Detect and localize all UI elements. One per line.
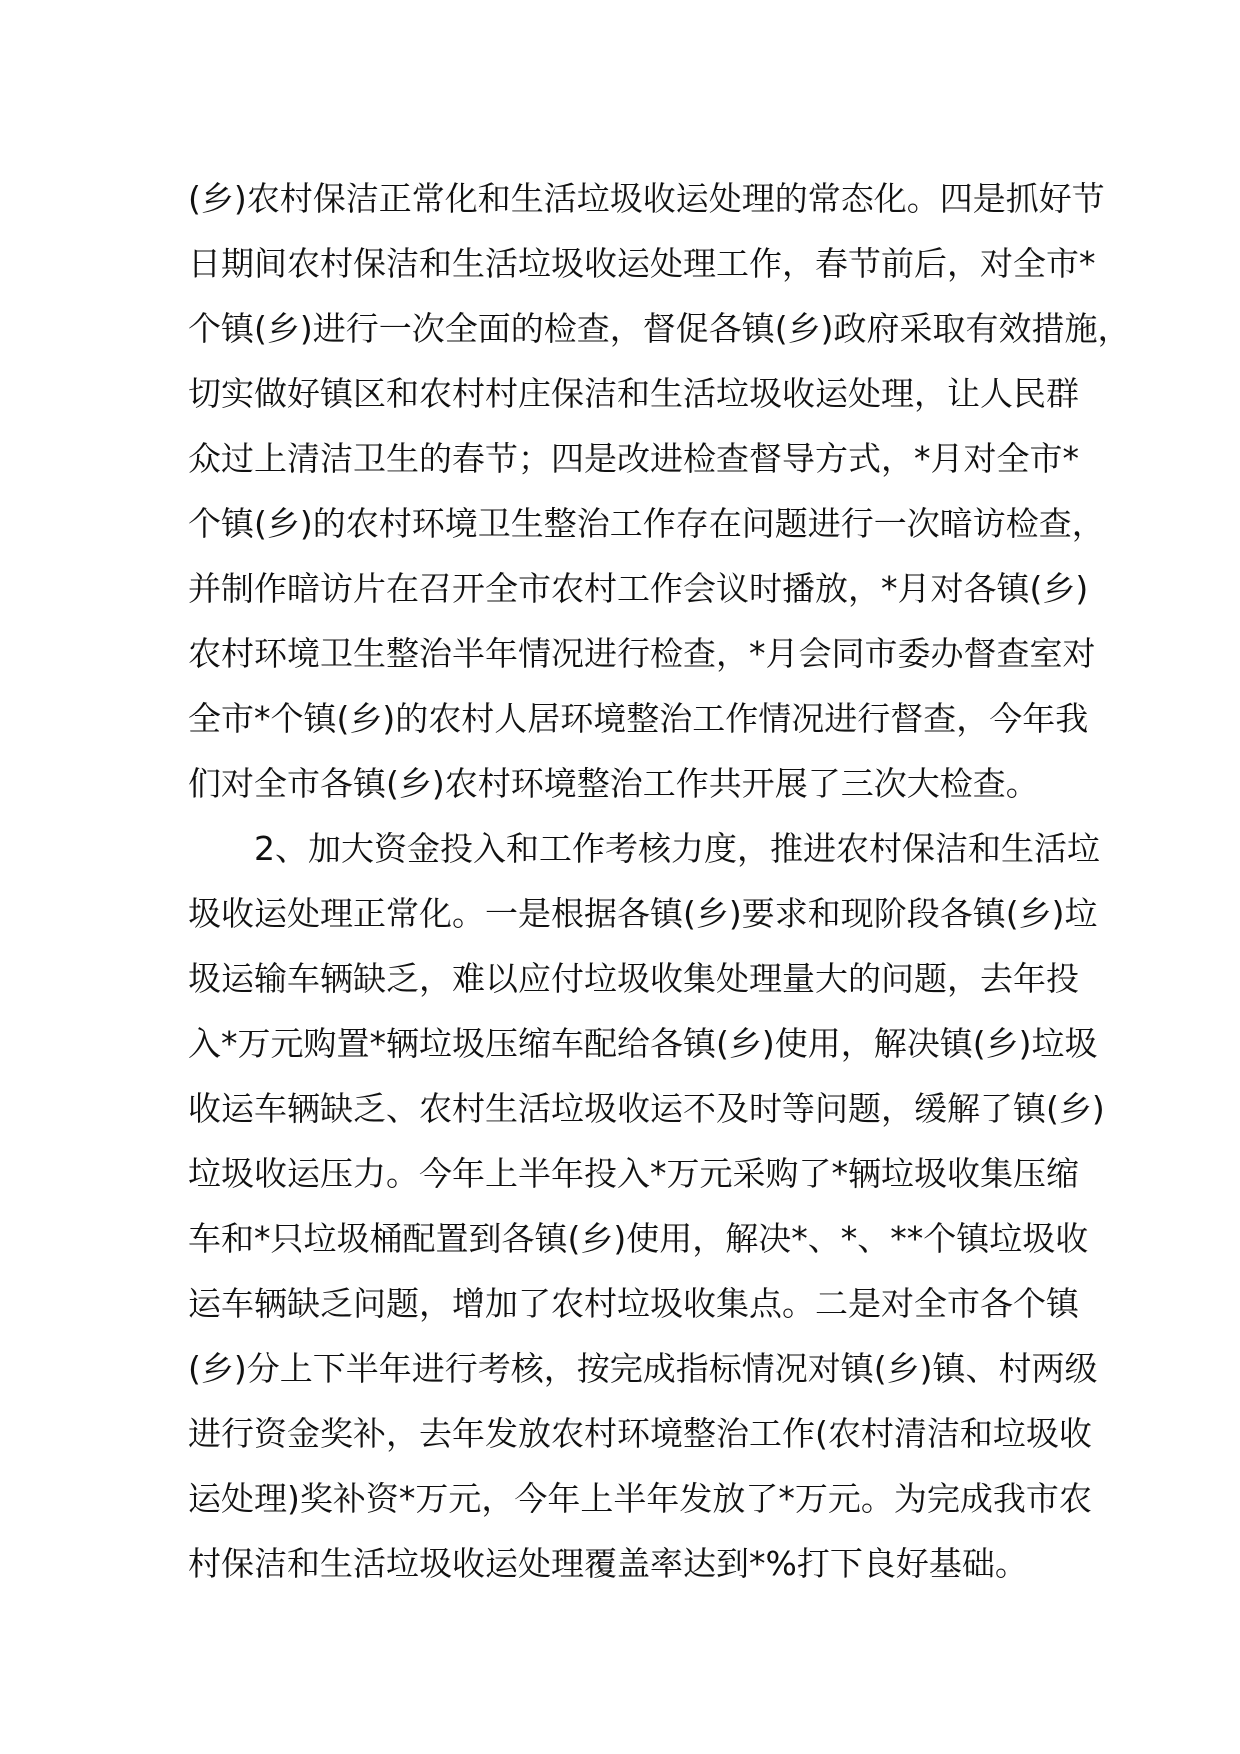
paragraph-line: (乡)农村保洁正常化和生活垃圾收运处理的常态化。四是抓好节 xyxy=(188,179,1105,218)
paragraph-line: 农村环境卫生整治半年情况进行检查，*月会同市委办督查室对 xyxy=(188,634,1096,673)
document-body xyxy=(188,166,1131,1596)
paragraph-line: 并制作暗访片在召开全市农村工作会议时播放，*月对各镇(乡) xyxy=(188,569,1089,608)
paragraph-line: 切实做好镇区和农村村庄保洁和生活垃圾收运处理，让人民群 xyxy=(188,374,1079,413)
paragraph-line: 们对全市各镇(乡)农村环境整治工作共开展了三次大检查。 xyxy=(188,764,1039,803)
paragraph-2 xyxy=(188,816,1105,1596)
paragraph-line: 收运车辆缺乏、农村生活垃圾收运不及时等问题，缓解了镇(乡) xyxy=(188,1089,1105,1128)
paragraph-line: (乡)分上下半年进行考核，按完成指标情况对镇(乡)镇、村两级 xyxy=(188,1349,1098,1388)
paragraph-line: 入*万元购置*辆垃圾压缩车配给各镇(乡)使用，解决镇(乡)垃圾 xyxy=(188,1024,1098,1063)
paragraph-line: 众过上清洁卫生的春节；四是改进检查督导方式，*月对全市* xyxy=(188,439,1079,478)
paragraph-line: 进行资金奖补，去年发放农村环境整治工作(农村清洁和垃圾收 xyxy=(188,1414,1092,1453)
paragraph-line: 村保洁和生活垃圾收运处理覆盖率达到*%打下良好基础。 xyxy=(188,1544,1028,1583)
paragraph-line: 运车辆缺乏问题，增加了农村垃圾收集点。二是对全市各个镇 xyxy=(188,1284,1079,1323)
paragraph-line: 垃圾收运压力。今年上半年投入*万元采购了*辆垃圾收集压缩 xyxy=(188,1154,1079,1193)
paragraph-line: 个镇(乡)进行一次全面的检查，督促各镇(乡)政府采取有效措施， xyxy=(188,309,1131,348)
paragraph-line: 全市*个镇(乡)的农村人居环境整治工作情况进行督查，今年我 xyxy=(188,699,1089,738)
paragraph-line: 运处理)奖补资*万元，今年上半年发放了*万元。为完成我市农 xyxy=(188,1479,1092,1518)
paragraph-line: 个镇(乡)的农村环境卫生整治工作存在问题进行一次暗访检查， xyxy=(188,504,1105,543)
paragraph-line: 圾运输车辆缺乏，难以应付垃圾收集处理量大的问题，去年投 xyxy=(188,959,1079,998)
paragraph-line: 2、加大资金投入和工作考核力度，推进农村保洁和生活垃 xyxy=(254,829,1100,868)
paragraph-1 xyxy=(188,166,1131,816)
paragraph-line: 圾收运处理正常化。一是根据各镇(乡)要求和现阶段各镇(乡)垃 xyxy=(188,894,1098,933)
paragraph-line: 车和*只垃圾桶配置到各镇(乡)使用，解决*、*、**个镇垃圾收 xyxy=(188,1219,1089,1258)
paragraph-line: 日期间农村保洁和生活垃圾收运处理工作，春节前后，对全市* xyxy=(188,244,1096,283)
